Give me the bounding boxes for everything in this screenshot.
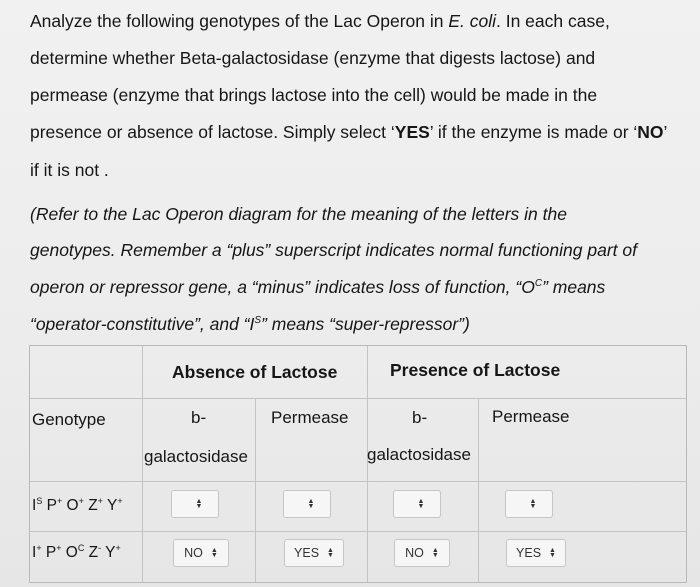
presence-header: Presence of Lactose	[390, 360, 561, 380]
select-row2-bgal-presence[interactable]: NO ▲ ▼	[394, 539, 450, 567]
dropdown-arrows-icon: ▲ ▼	[307, 498, 315, 510]
table-divider	[30, 531, 686, 532]
genotype-row-1: $I^S$ P+ O+ Z+ Y+	[32, 496, 123, 514]
dropdown-arrows-icon: ▲ ▼	[549, 547, 556, 559]
note-line-1: (Refer to the Lac Operon diagram for the meaning of the letters in the	[30, 204, 567, 224]
bgal-absence-label-b: galactosidase	[144, 447, 248, 466]
select-row1-bgal-absence[interactable]	[171, 490, 219, 518]
dropdown-arrows-icon: ▲ ▼	[195, 498, 203, 510]
dropdown-arrows-icon: ▲ ▼	[210, 547, 218, 559]
absence-header: Absence of Lactose	[172, 362, 338, 382]
permease-absence-label: Permease	[271, 408, 349, 427]
table-divider	[30, 398, 686, 399]
table-divider	[30, 481, 686, 482]
dropdown-arrows-icon: ▲ ▼	[327, 547, 334, 559]
question-line-4: presence or absence of lactose. Simply select ‘YES’ if the enzyme is made or ‘NO’	[30, 122, 668, 142]
genotype-table	[29, 345, 687, 583]
bgal-presence-label-b: galactosidase	[367, 445, 471, 464]
select-row1-permease-absence[interactable]	[283, 490, 331, 518]
question-line-1: Analyze the following genotypes of the Lac Operon in E. coli. In each case,	[30, 11, 610, 31]
permease-presence-label: Permease	[492, 407, 570, 426]
question-line-3: permease (enzyme that brings lactose into the cell) would be made in the	[30, 85, 598, 105]
table-divider	[478, 398, 479, 582]
select-row1-bgal-presence[interactable]	[393, 490, 441, 518]
table-divider	[142, 346, 143, 582]
select-row2-permease-absence[interactable]: YES ▲ ▼	[284, 539, 344, 567]
genotype-row-2: I+ P+ $O^C$ Z- Y+	[32, 543, 121, 561]
note-line-3: operon or repressor gene, a “minus” indicates loss of function, “$O^C$” means	[30, 277, 606, 297]
genotype-label: Genotype	[32, 410, 106, 429]
table-divider	[255, 398, 256, 582]
question-line-2: determine whether Beta-galactosidase (enzyme that digests lactose) and	[30, 48, 596, 68]
bgal-absence-label-a: b-	[191, 408, 207, 427]
select-row1-permease-presence[interactable]	[505, 490, 553, 518]
dropdown-arrows-icon: ▲ ▼	[431, 547, 439, 559]
dropdown-arrows-icon: ▲ ▼	[529, 498, 537, 510]
dropdown-arrows-icon: ▲ ▼	[417, 498, 425, 510]
question-line-5: if it is not .	[30, 160, 109, 180]
bgal-presence-label-a: b-	[412, 408, 428, 427]
select-row2-bgal-absence[interactable]: NO ▲ ▼	[173, 539, 229, 567]
note-line-4: “operator-constitutive”, and “$I^S$” means “super-repressor”)	[30, 314, 470, 334]
note-line-2: genotypes. Remember a “plus” superscript indicates normal functioning part of	[30, 240, 637, 260]
select-row2-permease-presence[interactable]: YES ▲ ▼	[506, 539, 566, 567]
